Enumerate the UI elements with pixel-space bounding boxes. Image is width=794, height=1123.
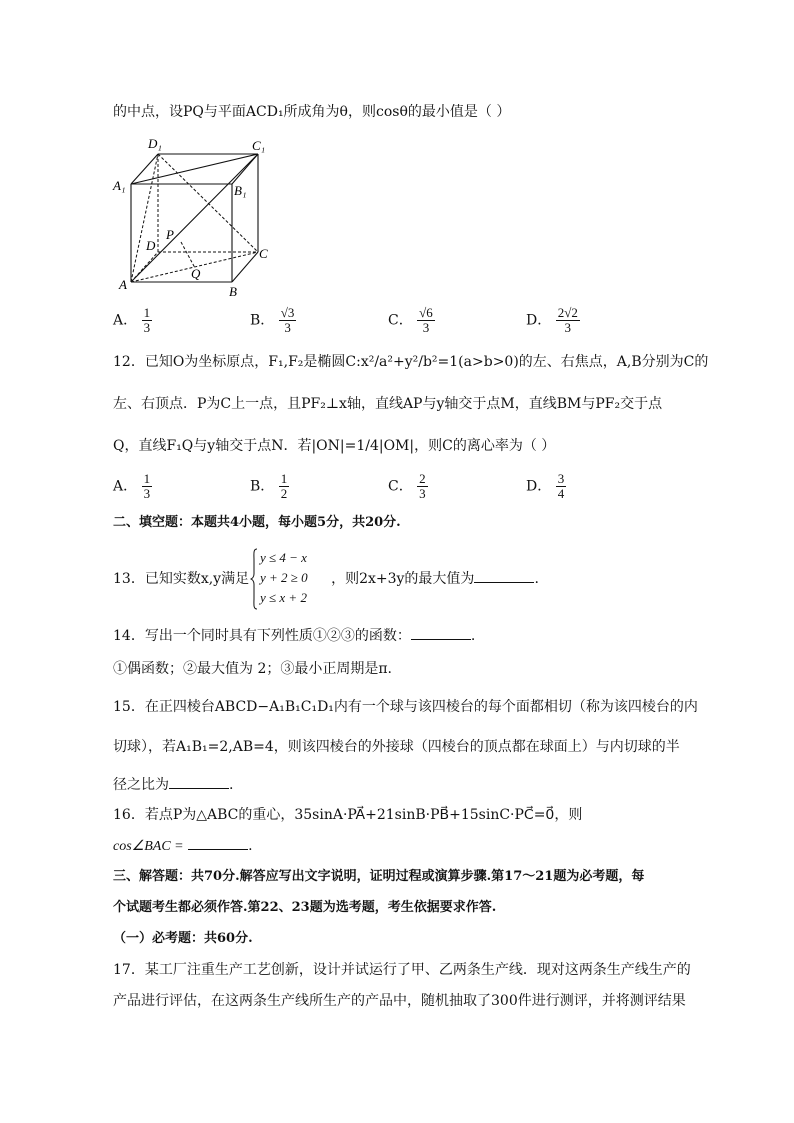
q14-end: . xyxy=(470,628,476,644)
q11-choice-c xyxy=(388,306,435,335)
q16-line1: 16．若点P为△ABC的重心，35sinA·PA⃗+21sinB·PB⃗+15sinC·PC⃗=0⃗，则 xyxy=(113,807,583,823)
constraint-row: y + 2 ≥ 0 xyxy=(260,570,308,585)
label-D1: D₁ xyxy=(148,136,162,151)
q16-text: cos∠BAC = xyxy=(113,839,184,854)
q14-line1 xyxy=(113,626,475,646)
q13-suffix: ，则2x+3y的最大值为 xyxy=(331,571,475,587)
choice-fraction xyxy=(142,306,153,335)
q14-text: 14．写出一个同时具有下列性质①②③的函数： xyxy=(113,628,411,644)
choice-fraction xyxy=(279,306,297,335)
edge-A-C1 xyxy=(131,154,258,282)
choice-label: D． xyxy=(526,478,552,495)
cube-figure xyxy=(108,132,278,297)
answer-blank xyxy=(474,570,534,583)
subsection-required: （一）必考题：共60分. xyxy=(113,931,253,946)
q15-text: 径之比为 xyxy=(113,777,169,793)
frac-den: 3 xyxy=(564,320,571,335)
section-3-line1: 三、解答题：共70分.解答应写出文字说明，证明过程或演算步骤.第17～21题为必考题，每 xyxy=(113,869,645,884)
choice-fraction xyxy=(142,472,153,501)
constraint-row: y ≤ x + 2 xyxy=(260,590,307,605)
frac-num: 1 xyxy=(143,471,151,486)
edge-P-Q xyxy=(181,242,195,268)
answer-blank xyxy=(169,776,229,789)
choice-label: C． xyxy=(388,312,413,329)
left-brace-icon xyxy=(250,548,258,610)
q12-line2: 左、右顶点．P为C上一点，且PF₂⊥x轴，直线AP与y轴交于点M，直线BM与PF₂交于点 xyxy=(113,396,663,412)
frac-num: 1 xyxy=(143,305,151,320)
choice-fraction xyxy=(556,306,580,335)
frac-num: 2 xyxy=(419,471,426,486)
choice-label: B． xyxy=(250,478,275,495)
q12-choice-d xyxy=(526,472,566,501)
frac-den: 3 xyxy=(422,320,430,335)
frac-num: 2√2 xyxy=(557,305,578,320)
q12-line1: 12．已知O为坐标原点，F₁,F₂是椭圆C:x²/a²+y²/b²=1(a>b>0)的左、右焦点，A,B分别为C的 xyxy=(113,354,709,370)
section-3-line2: 个试题考生都必须作答.第22、23题为选考题，考生依据要求作答. xyxy=(113,900,497,915)
label-C: C xyxy=(259,246,268,261)
frac-den: 2 xyxy=(280,486,288,501)
choice-label: B． xyxy=(250,312,275,329)
frac-den: 4 xyxy=(557,486,565,501)
frac-num: 1 xyxy=(280,471,288,486)
choice-label: A． xyxy=(113,312,138,329)
q15-end: . xyxy=(229,777,234,793)
frac-num: √3 xyxy=(280,305,295,320)
label-B: B xyxy=(229,284,237,297)
answer-blank xyxy=(411,627,471,640)
q12-line3: Q，直线F₁Q与y轴交于点N．若|ON|=1/4|OM|，则C的离心率为（ ） xyxy=(113,438,556,454)
edge-A-D xyxy=(131,252,158,282)
q15-line1: 15．在正四棱台ABCD−A₁B₁C₁D₁内有一个球与该四棱台的每个面都相切（称为该四棱台的内 xyxy=(113,699,698,715)
label-Q: Q xyxy=(191,266,201,281)
edge-B-C xyxy=(232,252,258,282)
q13-constraint-system xyxy=(250,548,330,610)
choice-label: A． xyxy=(113,478,138,495)
edge-A1-C1 xyxy=(131,154,258,184)
label-A1: A₁ xyxy=(113,178,126,193)
label-B1: B₁ xyxy=(234,183,247,198)
choice-fraction xyxy=(279,472,290,501)
frac-den: 3 xyxy=(143,320,151,335)
q12-choice-c xyxy=(388,472,428,501)
q14-line2: ①偶函数；②最大值为 2；③最小正周期是π. xyxy=(113,661,393,677)
q11-choice-d xyxy=(526,306,580,335)
section-2-heading: 二、填空题：本题共4小题，每小题5分，共20分. xyxy=(113,515,401,530)
frac-num: 3 xyxy=(557,471,565,486)
q11-choice-b xyxy=(250,306,296,335)
q12-choice-a xyxy=(113,472,152,501)
q17-line1: 17．某工厂注重生产工艺创新，设计并试运行了甲、乙两条生产线．现对这两条生产线生产的 xyxy=(113,962,691,978)
q15-line2: 切球），若A₁B₁=2,AB=4，则该四棱台的外接球（四棱台的顶点都在球面上）与内切球的半 xyxy=(113,739,680,755)
edge-A-D1 xyxy=(131,154,158,282)
choice-fraction xyxy=(417,306,435,335)
frac-den: 3 xyxy=(143,486,151,501)
q12-choice-b xyxy=(250,472,289,501)
q17-line2: 产品进行评估，在这两条生产线所生产的产品中，随机抽取了300件进行测评，并将测评结果 xyxy=(113,993,686,1009)
frac-num: √6 xyxy=(419,305,433,320)
frac-den: 3 xyxy=(284,320,291,335)
choice-fraction xyxy=(556,472,567,501)
choice-label: C． xyxy=(388,478,413,495)
constraint-row: y ≤ 4 − x xyxy=(260,550,307,565)
label-D: D xyxy=(146,238,156,253)
label-P: P xyxy=(166,227,174,242)
choice-fraction xyxy=(417,472,428,501)
q16-end: . xyxy=(248,838,253,854)
q13-end: . xyxy=(534,571,539,587)
choice-label: D． xyxy=(526,312,552,329)
q11-line1: 的中点，设PQ与平面ACD₁所成角为θ，则cosθ的最小值是（ ） xyxy=(113,104,511,120)
frac-den: 3 xyxy=(419,486,426,501)
edge-A1-D1 xyxy=(131,154,158,184)
label-C1: C₁ xyxy=(252,138,266,153)
q11-choice-a xyxy=(113,306,152,335)
q15-line3 xyxy=(113,775,233,795)
answer-blank xyxy=(188,837,248,850)
q13-prefix: 13．已知实数x,y满足 xyxy=(113,571,250,587)
label-A: A xyxy=(119,277,127,292)
q16-line2 xyxy=(113,836,253,857)
